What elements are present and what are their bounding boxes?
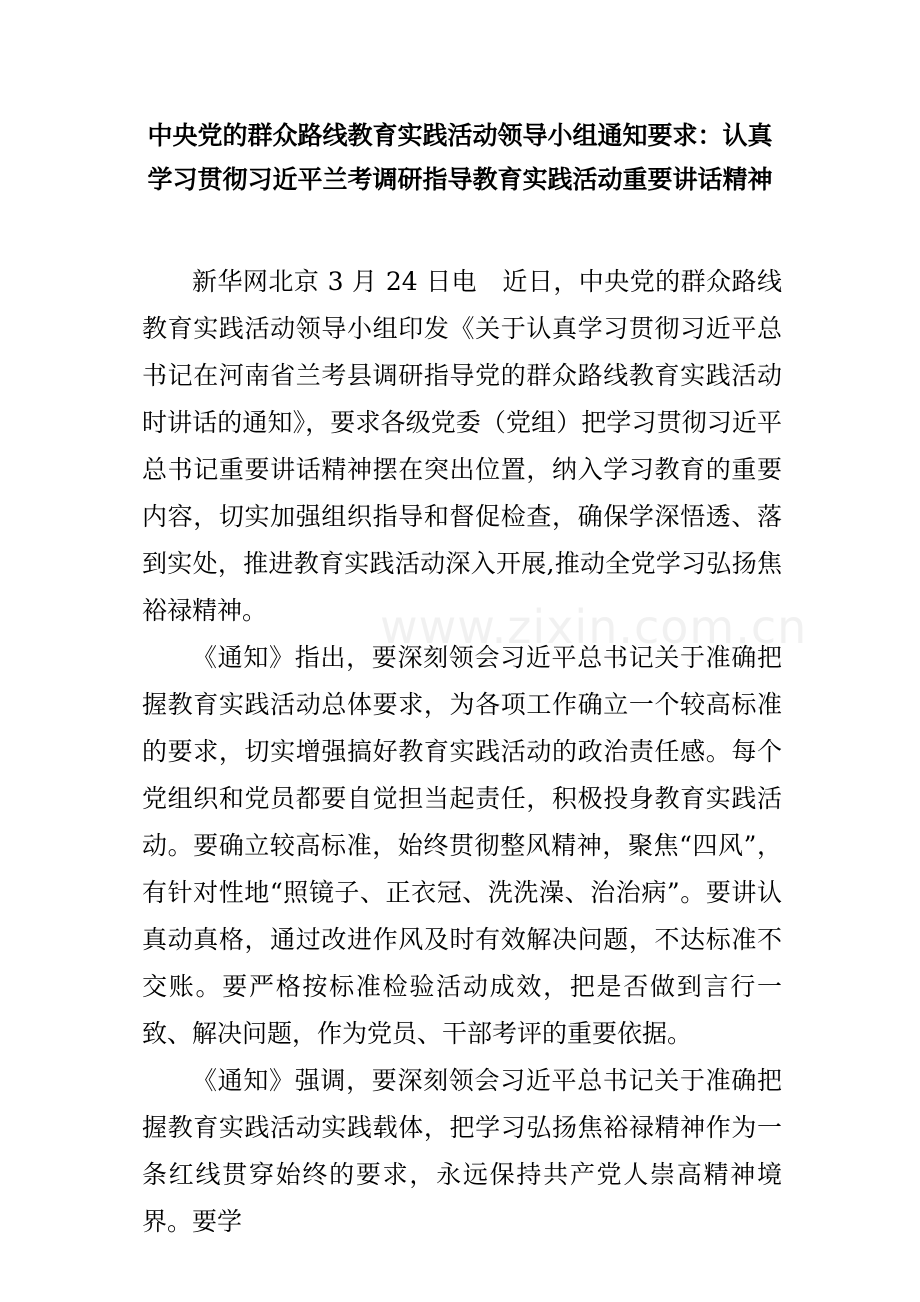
- title-line-2: 学习贯彻习近平兰考调研指导教育实践活动重要讲话精神: [147, 165, 773, 194]
- document-title: [130, 114, 790, 202]
- paragraph-1: 新华网北京 3 月 24 日电 近日，中央党的群众路线教育实践活动领导小组印发《关于认真学习贯彻习近平总书记在河南省兰考县调研指导党的群众路线教育实践活动时讲话的通知》，要求各级党委（党组）把学习贯彻习近平总书记重要讲话精神摆在突出位置，纳入学习教育的重要内容，切实加强组织指导和督促检查，确保学深悟透、落到实处，推进教育实践活动深入开展,推动全党学习弘扬焦裕禄精神。: [142, 267, 782, 625]
- document-body: [142, 258, 782, 1245]
- paragraph-3: 《通知》强调，要深刻领会习近平总书记关于准确把握教育实践活动实践载体，把学习弘扬焦裕禄精神作为一条红线贯穿始终的要求，永远保持共产党人崇高精神境界。要学: [142, 1066, 782, 1236]
- watermark: www.zixin.com.cn: [380, 600, 808, 654]
- title-line-1: 中央党的群众路线教育实践活动领导小组通知要求：认真: [147, 121, 773, 150]
- paragraph-2: 《通知》指出，要深刻领会习近平总书记关于准确把握教育实践活动总体要求，为各项工作确立一个较高标准的要求，切实增强搞好教育实践活动的政治责任感。每个党组织和党员都要自觉担当起责任，积极投身教育实践活动。要确立较高标准，始终贯彻整风精神，聚焦“四风”，有针对性地“照镜子、正衣冠、洗洗澡、治治病”。要讲认真动真格，通过改进作风及时有效解决问题，不达标准不交账。要严格按标准检验活动成效，把是否做到言行一致、解决问题，作为党员、干部考评的重要依据。: [142, 643, 782, 1048]
